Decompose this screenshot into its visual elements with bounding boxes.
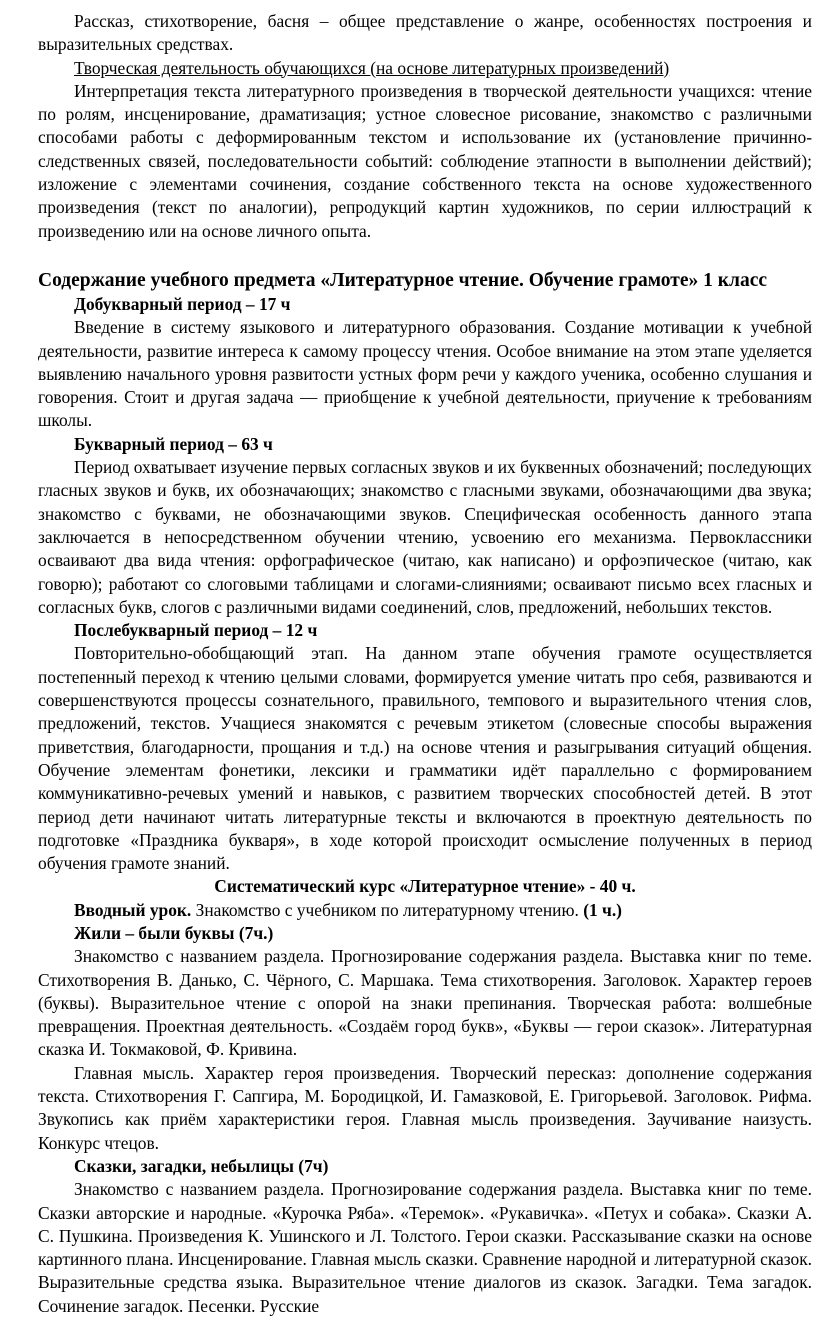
systematic-course-heading: Систематический курс «Литературное чтение» - 40 ч. xyxy=(214,876,636,897)
post-alphabet-heading: Послебукварный период – 12 ч xyxy=(74,620,318,641)
pre-alphabet-heading: Добукварный период – 17 ч xyxy=(74,293,291,314)
letters-section-heading: Жили – были буквы (7ч.) xyxy=(74,922,274,943)
alphabet-heading: Букварный период – 63 ч xyxy=(74,433,273,454)
intro-paragraph-interpretation: Интерпретация текста литературного произведения в творческой деятельности учащихся: чтение по ролям, инсценирование, драматизация; устное словесное рисование, знакомство с различными способами работы с деформированным текстом и использование их (установление причинно- следственных связей, последовательности событий: соблюдение этапности в выполнении действий); изложение с элементами сочинения, создание собственного текста на основе художественного произведения (текст по аналогии), репродукций картин художников, по серии иллюстраций к произведению или на основе личного опыта. xyxy=(38,80,812,241)
creative-activity-heading xyxy=(38,57,812,80)
tales-section-text: Знакомство с названием раздела. Прогнозирование содержания раздела. Выставка книг по теме. Сказки авторские и народные. «Курочка Ряба». «Теремок». «Рукавичка». «Петух и собака». Сказки А. С. Пушкина. Произведения К. Ушинского и Л. Толстого. Герои сказки. Рассказывание сказки на основе картинного плана. Инсценирование. Главная мысль сказки. Сравнение народной и литературной сказок. Выразительные средства языка. Выразительное чтение диалогов из сказок. Загадки. Тема загадок. Сочинение загадок. Песенки. Русские xyxy=(38,1179,812,1316)
tales-section-heading: Сказки, загадки, небылицы (7ч) xyxy=(74,1155,329,1176)
intro-paragraph-genre: Рассказ, стихотворение, басня – общее представление о жанре, особенностях построения и выразительных средствах. xyxy=(38,11,812,55)
content-title: Содержание учебного предмета «Литературное чтение. Обучение грамоте» 1 класс xyxy=(38,269,768,291)
intro-lesson-line xyxy=(38,899,812,922)
alphabet-text: Период охватывает изучение первых согласных звуков и их буквенных обозначений; последующих гласных звуков и букв, их обозначающих; знакомство с гласными звуками, обозначающими два звука; знакомство с буквами, не обозначающими звуков. Специфическая особенность данного этапа заключается в непосредственном обучении чтению, усвоению его механизма. Первоклассники осваивают два вида чтения: орфографическое (читаю, как написано) и орфоэпическое (читаю, как говорю); работают со слоговыми таблицами и слогами-слияниями; осваивают письмо всех гласных и согласных букв, слогов с различными видами соединений, слов, предложений, небольших текстов. xyxy=(38,457,812,617)
post-alphabet-text: Повторительно-обобщающий этап. На данном этапе обучения грамоте осуществляется постепенный переход к чтению целыми словами, формируется умение читать про себя, развиваются и совершенствуются процессы сознательного, правильного, темпового и выразительного чтения слов, предложений, текстов. Учащиеся знакомятся с речевым этикетом (словесные способы выражения приветствия, благодарности, прощания и т.д.) на основе чтения и разыгрывания ситуаций общения. Обучение элементам фонетики, лексики и грамматики идёт параллельно с формированием коммуникативно-речевых умений и навыков, с развитием творческих способностей детей. В этот период дети начинают читать литературные тексты и включаются в проектную деятельность по подготовке «Праздника букваря», в ходе которой происходит осмысление полученных в период обучения грамоте знаний. xyxy=(38,643,812,874)
intro-lesson-hours: (1 ч.) xyxy=(583,899,622,920)
intro-lesson-label: Вводный урок. xyxy=(74,899,192,920)
letters-section-text-2: Главная мысль. Характер героя произведения. Творческий пересказ: дополнение содержания текста. Стихотворения Г. Сапгира, М. Бородицкой, И. Гамазковой, Е. Григорьевой. Заголовок. Рифма. Звукопись как приём характеристики героя. Главная мысль произведения. Заучивание наизусть. Конкурс чтецов. xyxy=(38,1062,812,1153)
pre-alphabet-text: Введение в систему языкового и литературного образования. Создание мотивации к учебной деятельности, развитие интереса к самому процессу чтения. Особое внимание на этом этапе уделяется выявлению начального уровня развитости устных форм речи у каждого ученика, особенно слушания и говорения. Стоит и другая задача — приобщение к учебной деятельности, приучение к требованиям школы. xyxy=(38,317,812,431)
intro-lesson-text: Знакомство с учебником по литературному чтению. xyxy=(191,899,584,920)
creative-activity-heading-text: Творческая деятельность обучающихся (на основе литературных произведений) xyxy=(74,57,670,78)
letters-section-text-1: Знакомство с названием раздела. Прогнозирование содержания раздела. Выставка книг по теме. Стихотворения В. Данько, С. Чёрного, С. Маршака. Тема стихотворения. Заголовок. Характер героев (буквы). Выразительное чтение с опорой на знаки препинания. Творческая работа: волшебные превращения. Проектная деятельность. «Создаём город букв», «Буквы — герои сказок». Литературная сказка И. Токмаковой, Ф. Кривина. xyxy=(38,946,812,1060)
